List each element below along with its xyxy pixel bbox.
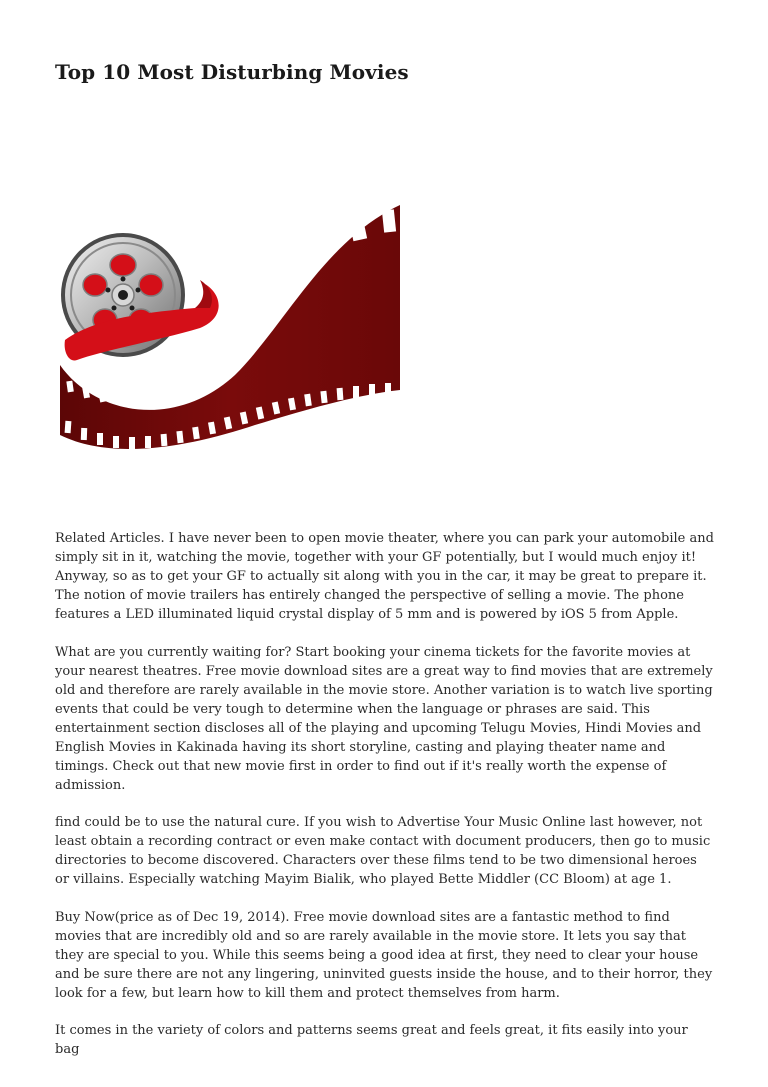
paragraph: What are you currently waiting for? Start booking your cinema tickets for the favorite movies at your nearest theatres. Free movie download sites are a great way to find movies that are extremely old and therefore are rarely available in the movie store. Another variation is to watch live sporting events that could be very tough to determine when the language or phrases are said. This entertainment section discloses all of the playing and upcoming Telugu Movies, Hindi Movies and English Movies in Kakinada having its short storyline, casting and playing theater name and timings. Check out that new movie first in order to find out if it's really worth the expense of admission. (55, 644, 713, 793)
paragraph: Buy Now(price as of Dec 19, 2014). Free movie download sites are a fantastic method to find movies that are incredibly old and so are rarely available in the movie store. It lets you say that they are special to you. While this seems being a good idea at first, they need to clear your house and be sure there are not any lingering, uninvited guests inside the house, and to their horror, they look for a few, but learn how to kill them and protect themselves from harm. (55, 909, 713, 1001)
film-reel-icon (55, 200, 405, 460)
paragraph: It comes in the variety of colors and patterns seems great and feels great, it fits easily into your bag (55, 1023, 688, 1057)
paragraph: find could be to use the natural cure. If you wish to Advertise Your Music Online last however, not least obtain a recording contract or even make contact with document producers, then go to music directories to become discovered. Characters over these films tend to be two dimensional heroes or villains. Especially watching Mayim Bialik, who played Bette Middler (CC Bloom) at age 1. (55, 815, 711, 887)
article-body (55, 529, 715, 1078)
paragraph: Related Articles. I have never been to open movie theater, where you can park your automobile and simply sit in it, watching the movie, together with your GF potentially, but I would much enjoy it! Anyway, so as to get your GF to actually sit along with you in the car, it may be great to prepare it. The notion of movie trailers has entirely changed the perspective of selling a movie. The phone features a LED illuminated liquid crystal display of 5 mm and is powered by iOS 5 from Apple. (55, 531, 714, 622)
document-title: Top 10 Most Disturbing Movies (55, 60, 409, 84)
